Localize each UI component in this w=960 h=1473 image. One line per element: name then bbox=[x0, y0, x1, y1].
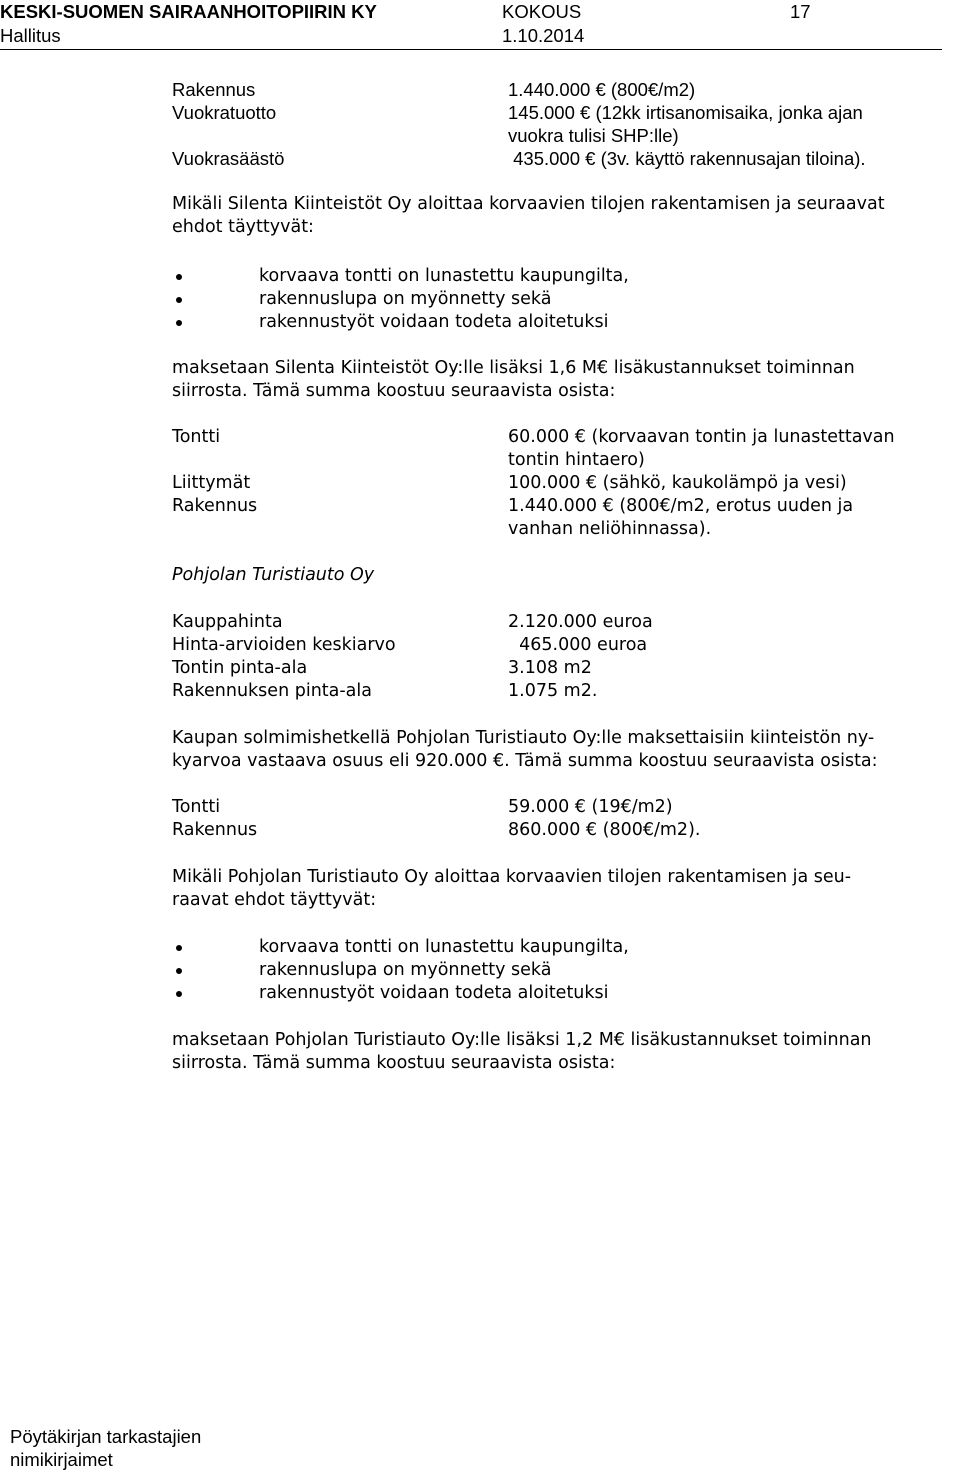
pohjolan-intro-cont: raavat ehdot täyttyvät: bbox=[172, 890, 377, 910]
page-number: 17 bbox=[790, 1, 811, 22]
bullet-icon bbox=[176, 274, 182, 280]
silenta-bullet-item: korvaava tontti on lunastettu kaupungilta, bbox=[259, 266, 629, 286]
pohjolan-deal-part-label: Tontti bbox=[172, 797, 221, 817]
silenta-part-value-cont: vanhan neliöhinnassa). bbox=[508, 519, 712, 539]
top-table-label: Vuokratuotto bbox=[172, 102, 277, 123]
bullet-icon bbox=[176, 320, 182, 326]
pohjolan-bullet-item: korvaava tontti on lunastettu kaupungilta, bbox=[259, 937, 629, 957]
silenta-part-label: Tontti bbox=[172, 427, 221, 447]
silenta-part-value: 1.440.000 € (800€/m2, erotus uuden ja bbox=[508, 496, 854, 516]
pohjolan-fact-label: Rakennuksen pinta-ala bbox=[172, 681, 372, 701]
silenta-payment-cont: siirrosta. Tämä summa koostuu seuraavista osista: bbox=[172, 381, 616, 401]
pohjolan-fact-label: Tontin pinta-ala bbox=[172, 658, 308, 678]
pohjolan-fact-value: 2.120.000 euroa bbox=[508, 612, 653, 632]
pohjolan-fact-label: Kauppahinta bbox=[172, 612, 283, 632]
header-org: KESKI-SUOMEN SAIRAANHOITOPIIRIN KY bbox=[0, 1, 377, 22]
bullet-icon bbox=[176, 991, 182, 997]
pohjolan-intro: Mikäli Pohjolan Turistiauto Oy aloittaa korvaavien tilojen rakentamisen ja seu- bbox=[172, 867, 852, 887]
silenta-part-label: Liittymät bbox=[172, 473, 251, 493]
pohjolan-heading: Pohjolan Turistiauto Oy bbox=[172, 565, 375, 585]
bullet-icon bbox=[176, 968, 182, 974]
silenta-bullet-item: rakennuslupa on myönnetty sekä bbox=[259, 289, 552, 309]
silenta-payment: maksetaan Silenta Kiinteistöt Oy:lle lisäksi 1,6 M€ lisäkustannukset toiminnan bbox=[172, 358, 855, 378]
header-rule bbox=[0, 49, 942, 50]
silenta-intro: Mikäli Silenta Kiinteistöt Oy aloittaa korvaavien tilojen rakentamisen ja seuraavat bbox=[172, 194, 885, 214]
pohjolan-fact-value: 1.075 m2. bbox=[508, 681, 598, 701]
pohjolan-payment-cont: siirrosta. Tämä summa koostuu seuraavista osista: bbox=[172, 1053, 616, 1073]
top-table-label: Rakennus bbox=[172, 79, 256, 100]
silenta-part-value: 60.000 € (korvaavan tontin ja lunastettavan bbox=[508, 427, 895, 447]
footer-label: Pöytäkirjan tarkastajien bbox=[10, 1426, 202, 1447]
silenta-intro-cont: ehdot täyttyvät: bbox=[172, 217, 314, 237]
pohjolan-bullet-item: rakennuslupa on myönnetty sekä bbox=[259, 960, 552, 980]
pohjolan-bullet-item: rakennustyöt voidaan todeta aloitetuksi bbox=[259, 983, 609, 1003]
pohjolan-payment: maksetaan Pohjolan Turistiauto Oy:lle lisäksi 1,2 M€ lisäkustannukset toiminnan bbox=[172, 1030, 872, 1050]
silenta-part-label: Rakennus bbox=[172, 496, 258, 516]
top-table-value: 435.000 € (3v. käyttö rakennusajan tiloina). bbox=[508, 148, 866, 169]
pohjolan-deal: Kaupan solmimishetkellä Pohjolan Turistiauto Oy:lle maksettaisiin kiinteistön ny- bbox=[172, 728, 875, 748]
header-date: 1.10.2014 bbox=[502, 25, 585, 46]
top-table-label: Vuokrasäästö bbox=[172, 148, 285, 169]
bullet-icon bbox=[176, 297, 182, 303]
pohjolan-deal-part-value: 59.000 € (19€/m2) bbox=[508, 797, 673, 817]
footer-label-cont: nimikirjaimet bbox=[10, 1449, 113, 1470]
top-table-value: 145.000 € (12kk irtisanomisaika, jonka ajan bbox=[508, 102, 863, 123]
silenta-part-value-cont: tontin hintaero) bbox=[508, 450, 645, 470]
top-table-value-cont: vuokra tulisi SHP:lle) bbox=[508, 125, 679, 146]
silenta-part-value: 100.000 € (sähkö, kaukolämpö ja vesi) bbox=[508, 473, 847, 493]
pohjolan-deal-cont: kyarvoa vastaava osuus eli 920.000 €. Tämä summa koostuu seuraavista osista: bbox=[172, 751, 878, 771]
header-doc-type: KOKOUS bbox=[502, 1, 582, 22]
header-body-name: Hallitus bbox=[0, 25, 61, 46]
silenta-bullet-item: rakennustyöt voidaan todeta aloitetuksi bbox=[259, 312, 609, 332]
pohjolan-fact-label: Hinta-arvioiden keskiarvo bbox=[172, 635, 396, 655]
top-table-value: 1.440.000 € (800€/m2) bbox=[508, 79, 696, 100]
pohjolan-deal-part-value: 860.000 € (800€/m2). bbox=[508, 820, 701, 840]
pohjolan-fact-value: 465.000 euroa bbox=[508, 635, 648, 655]
pohjolan-fact-value: 3.108 m2 bbox=[508, 658, 592, 678]
bullet-icon bbox=[176, 945, 182, 951]
pohjolan-deal-part-label: Rakennus bbox=[172, 820, 258, 840]
